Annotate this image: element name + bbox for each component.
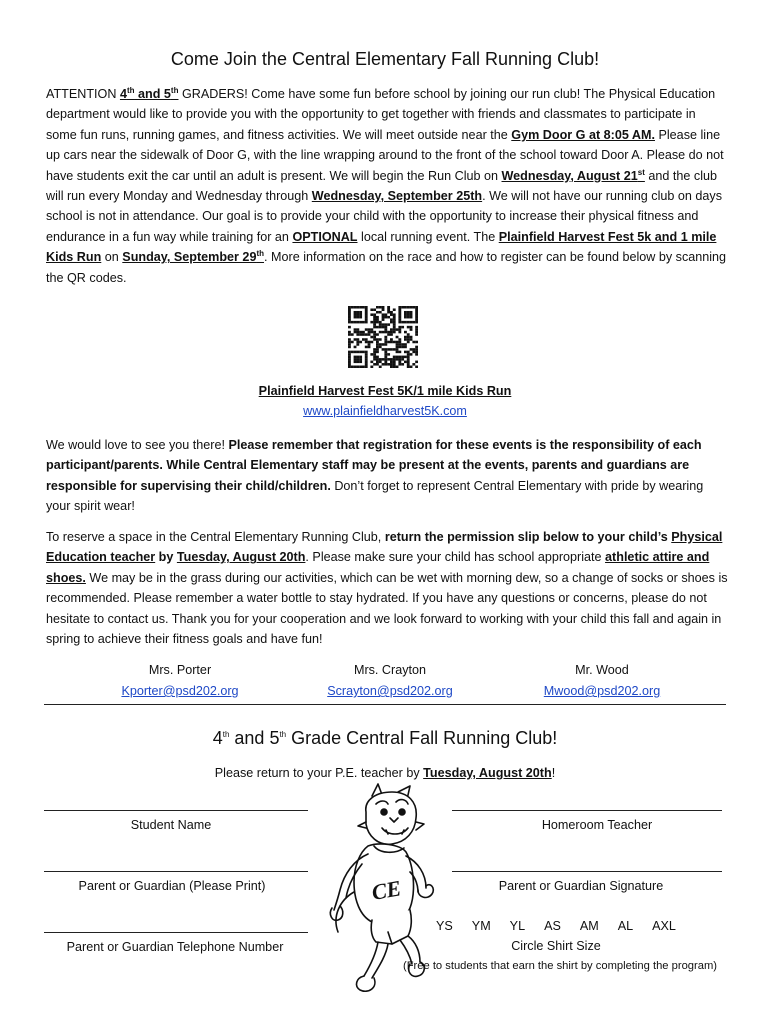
intro-text: . We will not have our running club on days school is not in attendance. Our goal is to provide your child with the opportunity to increase their physical fitness and endurance in a fun way while training for an	[46, 189, 722, 244]
meeting-location: Gym Door G at 8:05 AM.	[511, 127, 655, 142]
circle-shirt-size-label: Circle Shirt Size	[511, 939, 601, 953]
parent-phone-line[interactable]	[44, 932, 308, 933]
homeroom-teacher-label: Homeroom Teacher	[541, 818, 653, 832]
intro-text: ATTENTION	[46, 87, 120, 101]
p3-bold: by	[155, 550, 177, 565]
grade-text: 4th and 5th	[119, 85, 179, 101]
intro-text: GRADERS! Come have some fun before school by joining our run club! The Physical Education department would like to provide you with the opportunity to get together with friends and classmates to participate in some fun runs, running games, and fitness activities. We will meet outside near the	[46, 87, 716, 142]
shirt-size-option[interactable]: YM	[471, 919, 491, 933]
intro-text: local running event. The	[357, 229, 499, 244]
shirt-size-option[interactable]: AXL	[652, 919, 676, 933]
homeroom-teacher-line[interactable]	[452, 810, 722, 811]
teacher-name: Mrs. Porter	[148, 663, 212, 677]
attire-notice: athletic attire and shoes.	[46, 550, 710, 585]
parent-phone-label: Parent or Guardian Telephone Number	[66, 940, 284, 954]
reserve-paragraph	[46, 527, 728, 649]
teacher-contact	[80, 660, 280, 702]
wildcat-mascot-icon	[314, 782, 438, 1000]
parent-signature-line[interactable]	[452, 871, 722, 872]
p3-text: To reserve a space in the Central Elementary Running Club,	[46, 530, 385, 544]
intro-text: Please line up cars near the sidewalk of Door G, with the line wrapping around to the front of the school toward Door A. Please do not have students exit the car until an adult is present. We will begin the Run Club on	[46, 127, 724, 183]
start-date: Wednesday, August 21st	[501, 167, 645, 183]
teacher-contact	[502, 660, 702, 702]
responsibility-notice: Please remember that registration for these events is the responsibility of each participant/parents. While Central Elementary staff may be present at the events, parents and guardians are responsible for supervising their child/children.	[46, 438, 702, 493]
event-name: Plainfield Harvest Fest 5k and 1 mile Kids Run	[46, 229, 717, 265]
p2-text: Don’t forget to represent Central Elementary with pride by wearing your spirit wear!	[46, 478, 704, 514]
p3-bold: return the permission slip below to your child’s	[384, 530, 672, 544]
event-date: Sunday, September 29th	[122, 249, 265, 265]
return-date: Tuesday, August 20th	[423, 766, 552, 780]
race-name: Plainfield Harvest Fest 5K/1 mile Kids Run	[258, 384, 512, 398]
student-name-line[interactable]	[44, 810, 308, 811]
free-shirt-note: (Free to students that earn the shirt by completing the program)	[402, 960, 718, 972]
teacher-email-link[interactable]: Scrayton@psd202.org	[327, 684, 453, 698]
slip-title: 4th and 5th Grade Central Fall Running Club!	[212, 728, 558, 748]
mascot-shirt-letters: CE	[369, 875, 404, 905]
parent-print-label: Parent or Guardian (Please Print)	[78, 879, 266, 893]
shirt-size-option[interactable]: AS	[544, 919, 561, 933]
teacher-email-link[interactable]: Mwood@psd202.org	[543, 684, 661, 698]
deadline-date: Tuesday, August 20th	[176, 550, 306, 565]
p2-text: We would love to see you there!	[46, 438, 229, 452]
flyer-title: Come Join the Central Elementary Fall Running Club!	[170, 49, 600, 69]
teacher-contact	[290, 660, 490, 702]
responsibility-paragraph	[46, 435, 728, 517]
student-name-label: Student Name	[130, 818, 212, 832]
end-date: Wednesday, September 25th	[311, 189, 483, 204]
teacher-email-link[interactable]: Kporter@psd202.org	[121, 684, 239, 698]
parent-print-line[interactable]	[44, 871, 308, 872]
p3-text: We may be in the grass during our activities, which can be wet with morning dew, so a change of socks or shoes is recommended. Please remember a water bottle to stay hydrated. If you have any questions or concerns, please do not hesitate to contact us. Thank you for your cooperation and we look forward to working with your child this fall and again in spring to achieve their fitness goals and have fun!	[46, 570, 728, 647]
shirt-size-option[interactable]: AL	[617, 919, 634, 933]
intro-text: on	[101, 250, 123, 265]
intro-text: . More information on the race and how to register can be found below by scanning the QR codes.	[46, 250, 727, 285]
return-instructions: Please return to your P.E. teacher by Tuesday, August 20th!	[214, 766, 556, 780]
teacher-name: Mrs. Crayton	[353, 663, 427, 677]
shirt-size-option[interactable]: YL	[509, 919, 526, 933]
shirt-size-option[interactable]: YS	[436, 919, 453, 933]
p3-bold-underline: Physical Education teacher	[46, 530, 723, 565]
qr-code[interactable]	[348, 306, 418, 368]
parent-signature-label: Parent or Guardian Signature	[498, 879, 664, 893]
optional-text: OPTIONAL	[292, 229, 358, 244]
intro-paragraph	[46, 84, 728, 288]
intro-text: and the club will run every Monday and Wednesday through	[46, 168, 717, 204]
section-divider	[44, 704, 726, 705]
teacher-name: Mr. Wood	[575, 663, 629, 677]
p3-text: . Please make sure your child has school appropriate	[305, 550, 606, 565]
shirt-size-option[interactable]: AM	[579, 919, 599, 933]
shirt-size-options	[436, 916, 676, 936]
race-url-link[interactable]: www.plainfieldharvest5K.com	[303, 404, 467, 418]
